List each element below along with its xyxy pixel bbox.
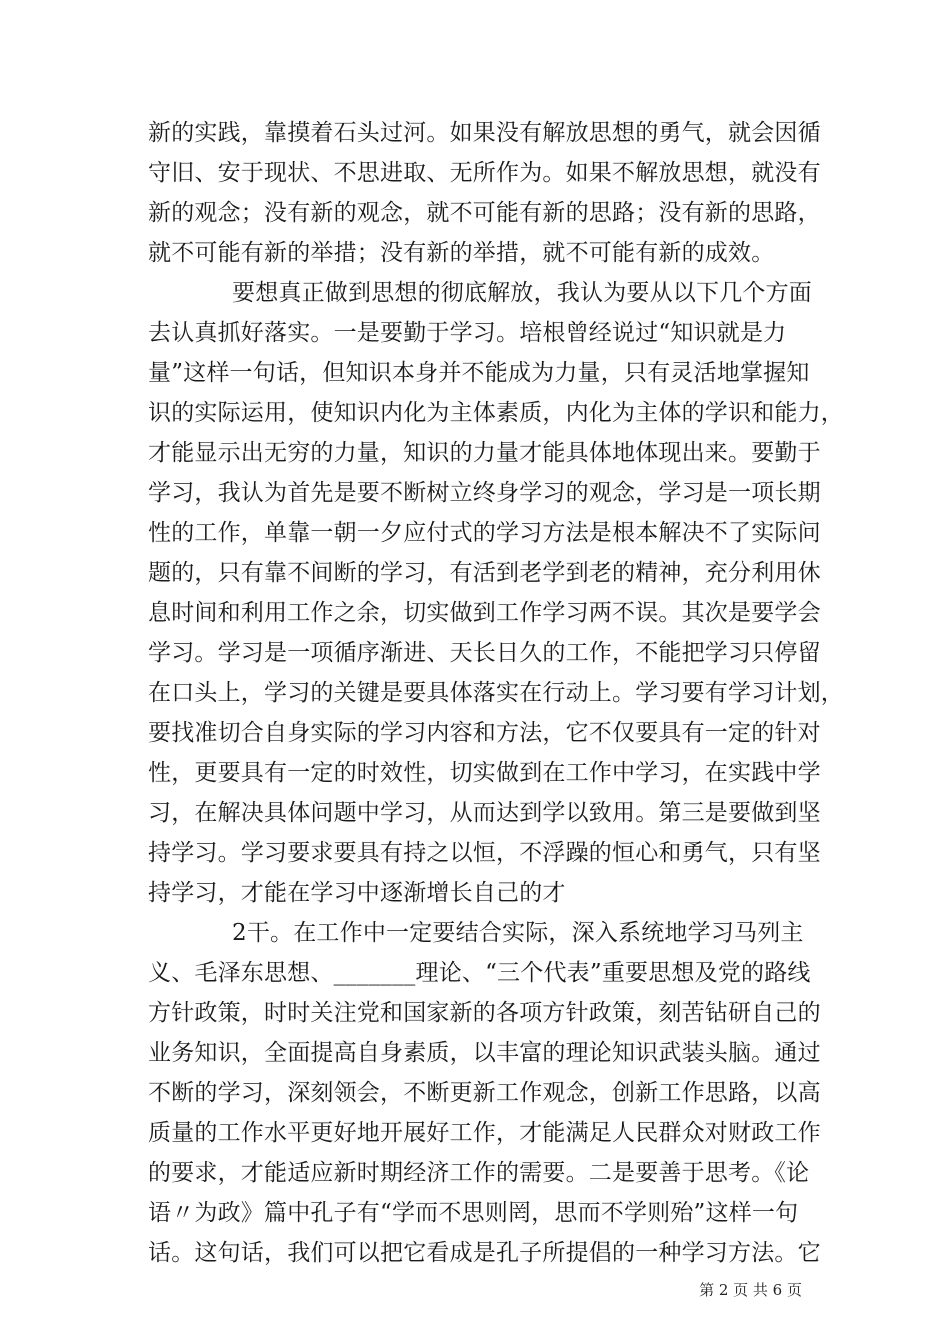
text-line: 业务知识，全面提高自身素质，以丰富的理论知识武装头脑。通过 [148,1040,821,1066]
text-line: 持学习，才能在学习中逐渐增长自己的才 [148,880,566,906]
text-line: 去认真抓好落实。一是要勤于学习。培根曾经说过“知识就是力 [148,320,787,346]
text-line: 方针政策，时时关注党和国家新的各项方针政策，刻苦钻研自己的 [148,1000,821,1026]
text-line: 义、毛泽东思想、_______理论、“三个代表”重要思想及党的路线 [148,960,811,986]
text-line: 新的实践，靠摸着石头过河。如果没有解放思想的勇气，就会因循 [148,120,821,146]
text-line: 识的实际运用，使知识内化为主体素质，内化为主体的学识和能力， [148,400,844,426]
text-line: 就不可能有新的举措；没有新的举措，就不可能有新的成效。 [148,240,775,266]
text-line: 话。这句话，我们可以把它看成是孔子所提倡的一种学习方法。它 [148,1240,821,1266]
text-line: 习，在解决具体问题中学习，从而达到学以致用。第三是要做到坚 [148,800,821,826]
text-line: 性，更要具有一定的时效性，切实做到在工作中学习，在实践中学 [148,760,821,786]
text-line: 在口头上，学习的关键是要具体落实在行动上。学习要有学习计划， [148,680,844,706]
text-line: 学习，我认为首先是要不断树立终身学习的观念，学习是一项长期 [148,480,821,506]
text-line: 要想真正做到思想的彻底解放，我认为要从以下几个方面 [232,280,812,306]
text-line: 守旧、安于现状、不思进取、无所作为。如果不解放思想，就没有 [148,160,821,186]
page-number-footer: 第 2 页 共 6 页 [699,1281,802,1299]
text-line: 2干。在工作中一定要结合实际，深入系统地学习马列主 [232,920,804,946]
text-line: 不断的学习，深刻领会，不断更新工作观念，创新工作思路，以高 [148,1080,821,1106]
text-line: 新的观念；没有新的观念，就不可能有新的思路；没有新的思路， [148,200,821,226]
text-line: 息时间和利用工作之余，切实做到工作学习两不误。其次是要学会 [148,600,821,626]
text-line: 题的，只有靠不间断的学习，有活到老学到老的精神，充分利用休 [148,560,821,586]
text-line: 语〃为政》篇中孔子有“学而不思则罔，思而不学则殆”这样一句 [148,1200,799,1226]
text-line: 质量的工作水平更好地开展好工作，才能满足人民群众对财政工作 [148,1120,821,1146]
text-line: 持学习。学习要求要具有持之以恒，不浮躁的恒心和勇气，只有坚 [148,840,821,866]
text-line: 学习。学习是一项循序渐进、天长日久的工作，不能把学习只停留 [148,640,821,666]
text-line: 性的工作，单靠一朝一夕应付式的学习方法是根本解决不了实际问 [148,520,821,546]
text-line: 才能显示出无穷的力量，知识的力量才能具体地体现出来。要勤于 [148,440,821,466]
text-line: 的要求，才能适应新时期经济工作的需要。二是要善于思考。《论 [148,1160,810,1186]
text-line: 量”这样一句话，但知识本身并不能成为力量，只有灵活地掌握知 [148,360,810,386]
text-line: 要找准切合自身实际的学习内容和方法，它不仅要具有一定的针对 [148,720,821,746]
